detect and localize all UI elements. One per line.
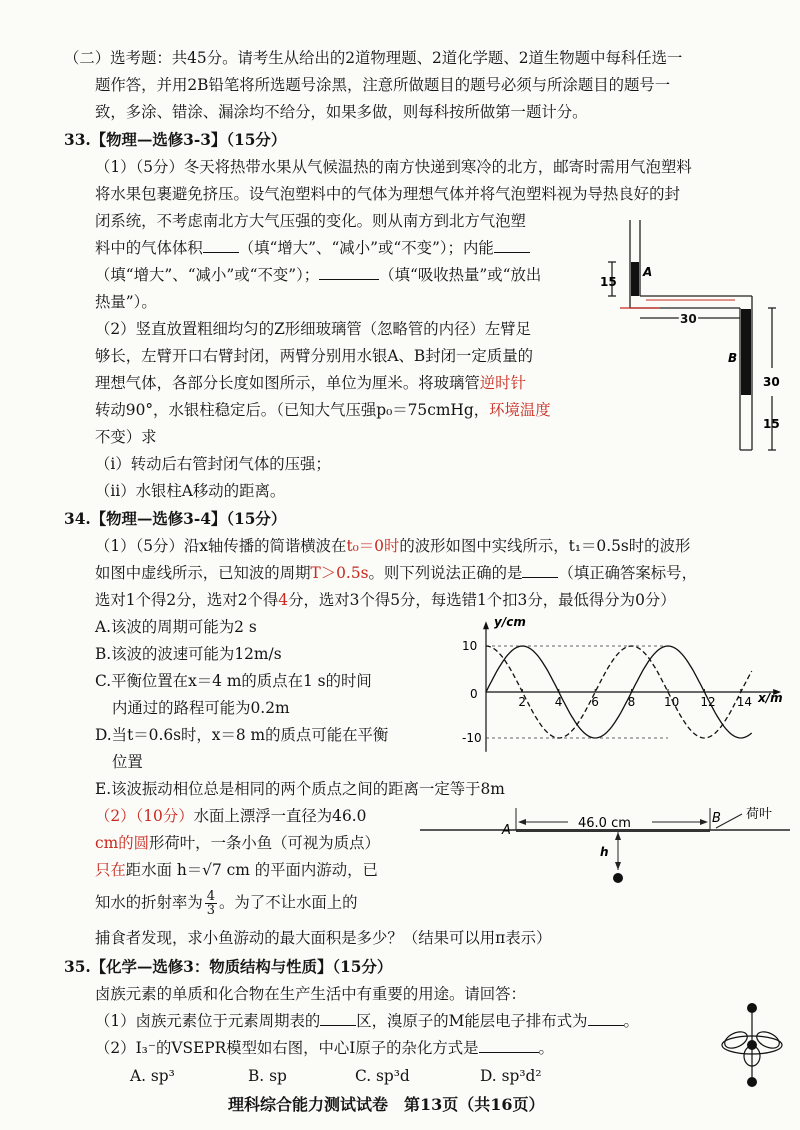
label-15-left: 15 (600, 275, 617, 289)
x-tick-label: 6 (591, 695, 599, 709)
q34-option-E: E.该波振动相位总是相同的两个质点之间的距离一定等于8m (95, 780, 505, 798)
vsepr-model-figure (712, 1000, 792, 1090)
answer-blank-config (588, 1011, 624, 1026)
y-tick-label: 10 (462, 639, 478, 653)
arrowhead-down-icon (615, 862, 621, 870)
q34-option-B: B.该波的波速可能为12m/s (95, 645, 282, 663)
q33-p2-line1: （2）竖直放置粗细均匀的Z形细玻璃管（忽略管的内径）左臂足 (95, 320, 532, 338)
q33-p1-line4a: 料中的气体体积 (95, 239, 203, 257)
label-diameter: 46.0 cm (578, 816, 631, 831)
arrowhead-left-icon (518, 819, 526, 825)
q34-p1-line2c: 。则下列说法正确的是 (368, 564, 523, 582)
label-point-A: A (502, 823, 511, 838)
q34-title: 34.【物理—选修3-4】（15分） (64, 510, 287, 528)
q33-sub1: （ⅰ）转动后右管封闭气体的压强； (95, 455, 331, 473)
label-h: h (600, 845, 609, 859)
answer-blank-options (522, 563, 558, 578)
label-15-right: 15 (763, 417, 780, 431)
q35-title: 35.【化学—选修3：物质结构与性质】（15分） (64, 958, 393, 976)
label-30-horizontal: 30 (680, 312, 697, 326)
q33-p2-line3 (95, 373, 526, 393)
q35-q2b: 。 (538, 1039, 554, 1057)
q34-p1-line1a: （1）（5分）沿x轴传播的简谐横波在 (95, 537, 347, 555)
q33-p1-line3: 闭系统，不考虑南北方大气压强的变化。则从南方到北方气泡塑 (95, 212, 526, 230)
chart-x-axis-label: x/m (758, 691, 783, 705)
label-point-B: B (712, 811, 721, 826)
x-tick-label: 14 (736, 695, 753, 709)
fraction-numerator: 4 (206, 889, 216, 904)
q35-option-C: C. sp³d (355, 1067, 410, 1085)
q34-p2-line5: 捕食者发现，求小鱼游动的最大面积是多少？（结果可以用π表示） (95, 929, 552, 947)
q33-p1-line4 (95, 238, 530, 258)
q34-option-C-line2: 内通过的路程可能为0.2m (112, 699, 290, 717)
section-header-line2: 题作答，并用2B铅笔将所选题号涂黑，注意所做题目的题号必须与所涂题目的题号一 (95, 76, 671, 94)
answer-blank-hybridization (479, 1038, 539, 1053)
y-tick-label: -10 (462, 731, 482, 745)
q34-p2-line1 (95, 806, 366, 826)
fraction-denominator: 3 (206, 903, 216, 918)
q34-p2-line3b: 距水面 h＝√7 cm 的平面内游动，已 (125, 861, 378, 879)
q33-p2-line4b: 环境温度 (489, 401, 551, 419)
arrowhead-up-icon (615, 832, 621, 840)
page-footer: 理科综合能力测试试卷 第13页（共16页） (228, 1095, 545, 1114)
label-30-vertical: 30 (763, 375, 780, 389)
z-tube-figure (600, 218, 790, 480)
mercury-column-B (741, 309, 751, 395)
section-header-line1: （二）选考题：共45分。请考生从给出的2道物理题、2道化学题、2道生物题中每科任选一 (64, 49, 683, 67)
q34-p1-line2d: （填正确答案标号， (558, 564, 697, 582)
q34-option-A: A.该波的周期可能为2 s (95, 618, 257, 636)
chart-origin-label: 0 (470, 687, 478, 701)
q35-q1c: 。 (623, 1012, 639, 1030)
q34-p2-line2 (95, 833, 380, 853)
wave-chart (462, 612, 788, 762)
section-header-line3: 致，多涂、错涂、漏涂均不给分，如果多做，则每科按所做第一题计分。 (95, 103, 588, 121)
q35-q1 (95, 1011, 639, 1031)
q35-q1a: （1）卤族元素位于元素周期表的 (95, 1012, 321, 1030)
q33-p1-line5a: （填“增大”、“减小”或“不变”）； (95, 266, 320, 284)
q33-title: 33.【物理—选修3-3】（15分） (64, 131, 287, 149)
q34-p1-line1 (95, 536, 690, 556)
q33-p2-line3a: 理想气体，各部分长度如图所示，单位为厘米。将玻璃管 (95, 374, 480, 392)
x-tick-label: 10 (664, 695, 680, 709)
q34-p2-line3 (95, 860, 378, 880)
q35-q2 (95, 1038, 554, 1058)
answer-blank-heat (319, 265, 379, 280)
x-tick-label: 8 (627, 695, 636, 709)
q33-p1-line2: 将水果包裹避免挤压。设气泡塑料中的气体为理想气体并将气泡塑料视为导热良好的封 (95, 185, 680, 203)
q34-p1-line1b: t₀＝0时 (346, 537, 400, 555)
q34-p1-line2a: 如图中虚线所示，已知波的周期 (95, 564, 311, 582)
q34-option-C-line1: C.平衡位置在x＝4 m的质点在1 s的时间 (95, 672, 372, 690)
q35-q1b: 区，溴原子的M能层电子排布式为 (356, 1012, 588, 1030)
mercury-column-A (631, 262, 639, 296)
q34-option-D-line2: 位置 (112, 753, 143, 771)
label-B: B (728, 351, 738, 365)
answer-blank-volume (203, 238, 239, 253)
q34-p1-line3a: 选对1个得2分，选对2个得 (95, 591, 279, 609)
q33-p1-line4b: （填“增大”、“减小”或“不变”）；内能 (238, 239, 494, 257)
central-atom-icon (747, 1040, 757, 1050)
label-A: A (643, 265, 653, 279)
q35-option-B: B. sp (248, 1067, 287, 1085)
q33-p2-line3b: 逆时针 (479, 374, 526, 392)
q34-p2-line4b: 。为了不让水面上的 (219, 893, 358, 912)
lotus-leaf-figure (420, 800, 790, 892)
q35-option-D: D. sp³d² (480, 1067, 542, 1085)
q35-option-A: A. sp³ (130, 1067, 175, 1085)
label-lotus-leaf: 荷叶 (746, 807, 773, 822)
q33-p2-line4 (95, 400, 551, 420)
x-tick-label: 12 (700, 695, 716, 709)
q34-p1-line2b: T＞0.5s (310, 564, 369, 582)
lone-pair-lobe-icon (754, 1029, 782, 1052)
arrowhead-right-icon (700, 819, 708, 825)
terminal-atom-icon (747, 1003, 757, 1013)
q33-p1-line1: （1）（5分）冬天将热带水果从气候温热的南方快递到寒冷的北方，邮寄时需用气泡塑料 (95, 158, 692, 176)
q34-p1-line2 (95, 563, 697, 583)
q34-p2-line4a: 知水的折射率为 (95, 893, 203, 912)
q34-p2-line2a: cm的圆 (95, 834, 149, 852)
q34-p2-line1b: 水面上漂浮一直径为46.0 (193, 807, 367, 825)
q35-q2a: （2）I₃⁻的VSEPR模型如右图，中心I原子的杂化方式是 (95, 1039, 479, 1057)
q34-p2-line3a: 只在 (95, 861, 126, 879)
q33-sub2: （ⅱ）水银柱A移动的距离。 (95, 482, 286, 500)
q34-p1-line3b: 4 (278, 591, 289, 609)
terminal-atom-icon (747, 1077, 757, 1087)
x-tick-label: 4 (554, 695, 563, 709)
x-tick-label: 2 (518, 695, 527, 709)
q35-intro: 卤族元素的单质和化合物在生产生活中有重要的用途。请回答： (95, 985, 526, 1003)
q34-p1-line3c: 分，选对3个得5分，每选错1个扣3分，最低得分为0分） (288, 591, 676, 609)
fish-point-icon (613, 873, 623, 883)
q33-p2-line5: 不变）求 (95, 428, 157, 446)
q34-option-D-line1: D.当t＝0.6s时，x＝8 m的质点可能在平衡 (95, 726, 389, 744)
y-axis-arrow-icon (483, 621, 489, 629)
q33-p1-line6: 热量”）。 (95, 293, 157, 311)
q34-p2-line2b: 形荷叶，一条小鱼（可视为质点） (149, 834, 380, 852)
lone-pair-lobe-icon (722, 1029, 750, 1052)
chart-y-axis-label: y/cm (494, 615, 526, 629)
q34-p2-line4 (95, 890, 358, 917)
answer-blank-block (320, 1011, 356, 1026)
answer-blank-internal-energy (494, 238, 530, 253)
q33-p1-line5 (95, 265, 541, 285)
q34-p1-line1c: 的波形如图中实线所示，t₁＝0.5s时的波形 (399, 537, 691, 555)
q34-p1-line3 (95, 590, 676, 610)
q34-p2-line1a: （2）（10分） (95, 807, 194, 825)
q33-p1-line5b: （填“吸收热量”或“放出 (379, 266, 542, 284)
q33-p2-line2: 够长，左臂开口右臂封闭，两臂分别用水银A、B封闭一定质量的 (95, 347, 533, 365)
refractive-index-fraction (205, 890, 217, 917)
q33-p2-line4a: 转动90°，水银柱稳定后。（已知大气压强p₀＝75cmHg， (95, 401, 490, 419)
